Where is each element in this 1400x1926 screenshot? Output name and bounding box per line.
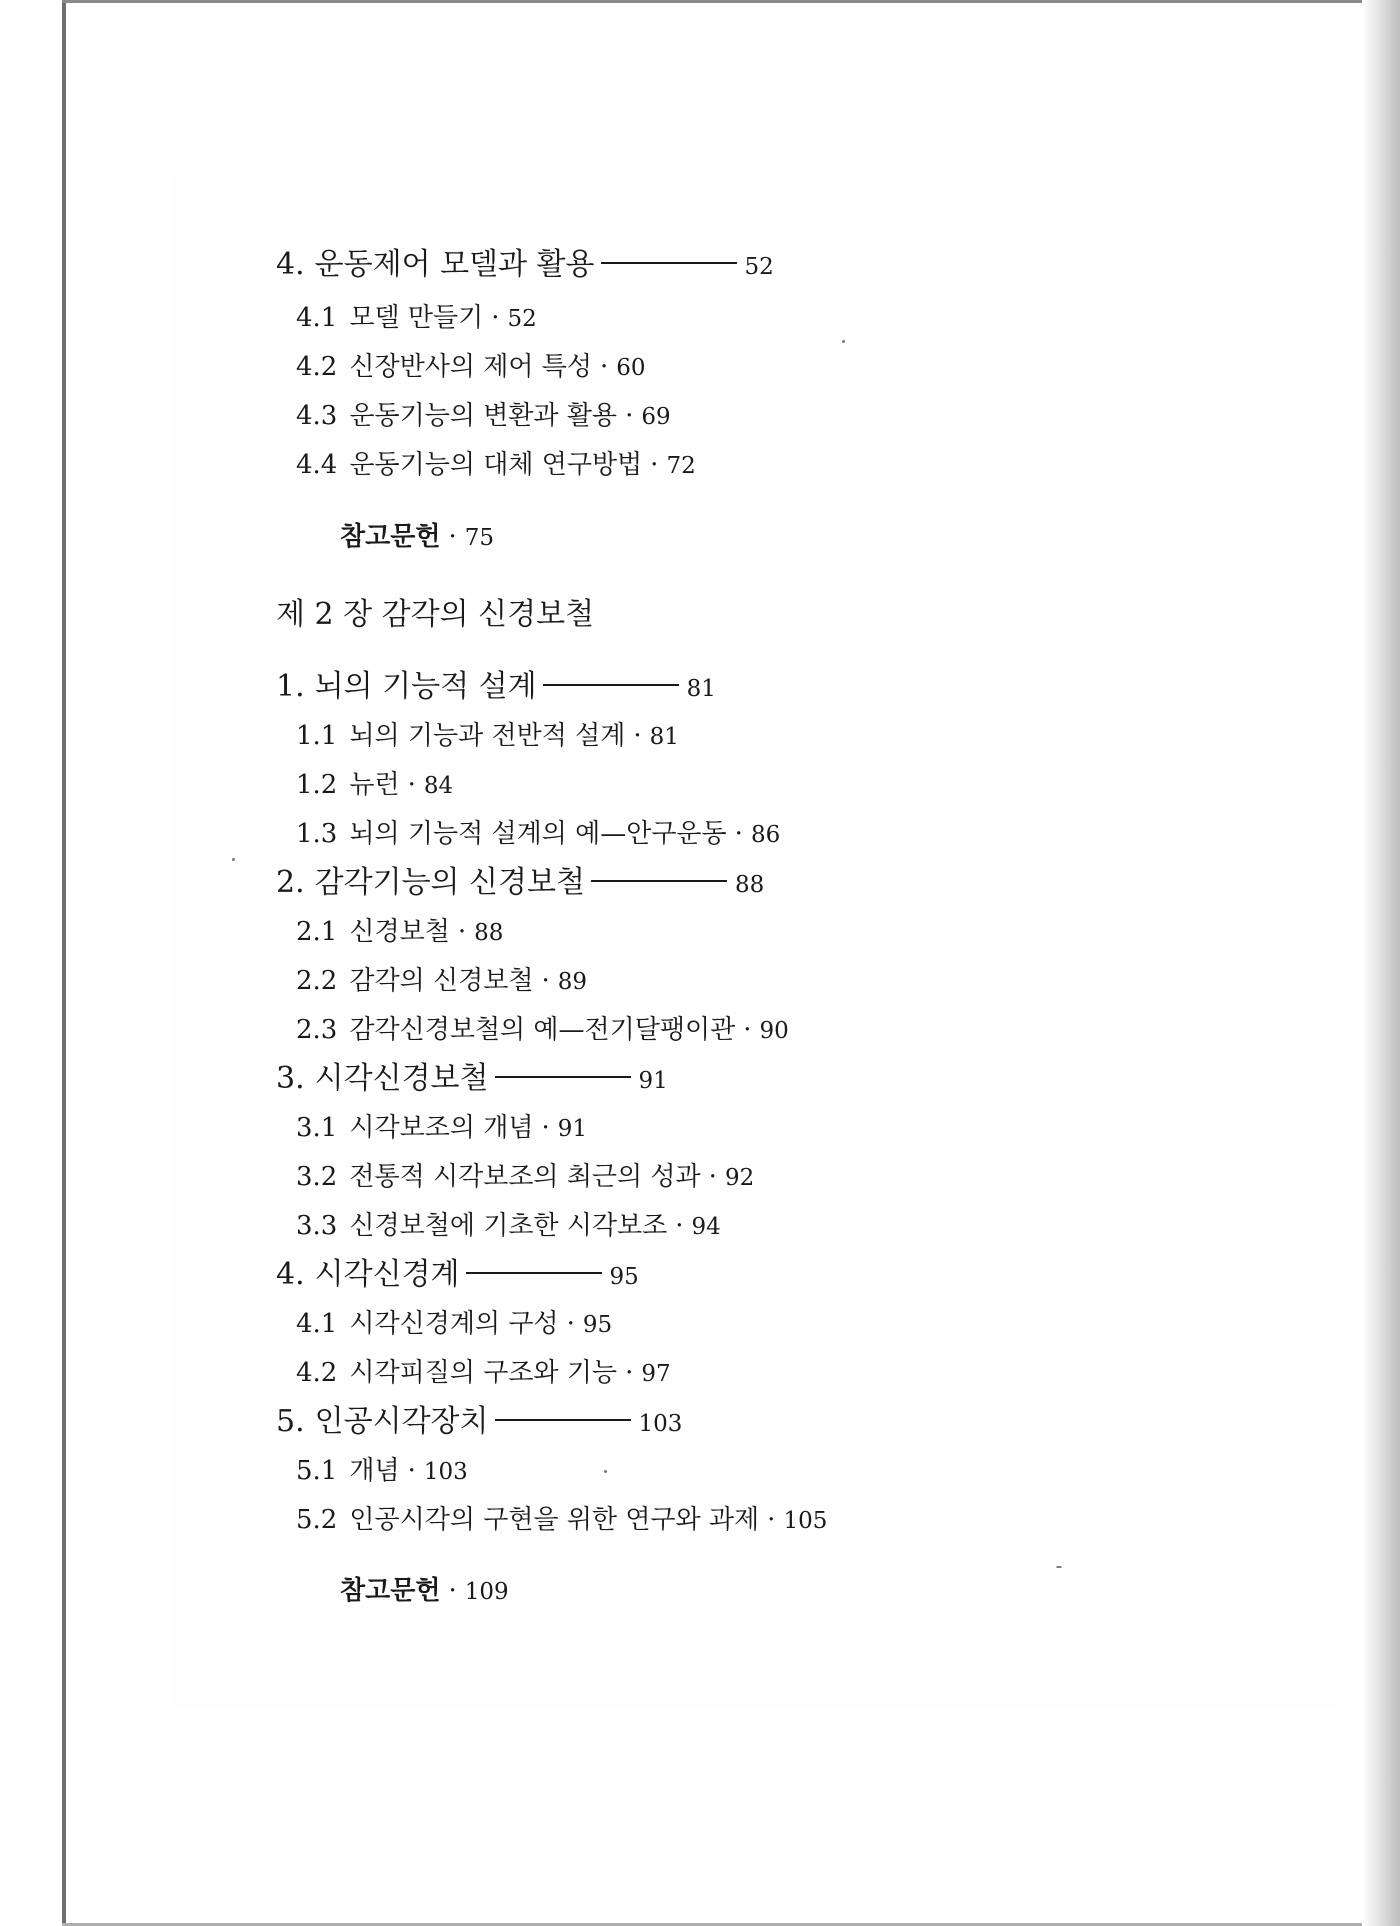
section-title: 시각신경보철 <box>314 1061 489 1096</box>
item-number: 5.1 <box>296 1456 338 1486</box>
item-title: 시각보조의 개념 <box>349 1113 534 1143</box>
toc-item-4b-2 <box>296 1360 671 1386</box>
toc-item-4-3 <box>296 403 671 429</box>
page-number: 103 <box>423 1459 468 1485</box>
references-title: 참고문헌 <box>340 1576 441 1606</box>
item-title: 인공시각의 구현을 위한 연구와 과제 <box>349 1505 760 1535</box>
item-number: 5.2 <box>296 1505 338 1535</box>
leader-line <box>591 880 727 882</box>
toc-item-2-3 <box>296 1017 789 1043</box>
toc-section-3 <box>276 1061 668 1096</box>
item-number: 2.1 <box>296 917 338 947</box>
page-number: 52 <box>507 306 537 332</box>
toc-item-5-2 <box>296 1507 827 1533</box>
leader-line <box>543 684 679 686</box>
page-number: 103 <box>638 1411 683 1437</box>
page-number: 81 <box>649 724 679 750</box>
chapter-2-heading <box>276 597 595 632</box>
separator-dot: · <box>743 1015 752 1045</box>
section-number: 1. <box>276 669 305 704</box>
item-title: 뇌의 기능과 전반적 설계 <box>349 721 626 751</box>
item-title: 시각피질의 구조와 기능 <box>349 1358 618 1388</box>
page-number: 88 <box>734 872 765 898</box>
separator-dot: · <box>566 1309 575 1339</box>
toc-item-4-2 <box>296 354 645 380</box>
toc-item-1-3 <box>296 821 780 847</box>
toc-item-3-1 <box>296 1115 587 1141</box>
page-number: 92 <box>724 1165 755 1191</box>
separator-dot: · <box>650 450 659 480</box>
section-number: 5. <box>276 1404 305 1439</box>
page-number: 109 <box>464 1579 509 1605</box>
item-number: 4.4 <box>296 450 338 480</box>
scan-speck <box>1056 1566 1062 1568</box>
chapter-title: 제 2 장 감각의 신경보철 <box>276 597 595 632</box>
item-title: 운동기능의 대체 연구방법 <box>349 450 643 480</box>
scan-speck <box>232 858 235 861</box>
item-number: 2.2 <box>296 966 338 996</box>
item-title: 운동기능의 변환과 활용 <box>349 401 618 431</box>
item-title: 신경보철 <box>349 917 450 947</box>
item-title: 뉴런 <box>349 770 400 800</box>
page-number: 88 <box>474 920 504 946</box>
leader-line <box>495 1419 631 1421</box>
separator-dot: · <box>541 1113 550 1143</box>
page-number: 91 <box>638 1068 668 1094</box>
item-title: 신장반사의 제어 특성 <box>349 352 592 382</box>
leader-line <box>466 1272 602 1274</box>
page-number: 97 <box>641 1361 671 1387</box>
page-number: 72 <box>666 453 696 479</box>
toc-item-3-3 <box>296 1213 721 1239</box>
separator-dot: · <box>541 966 550 996</box>
page-number: 95 <box>609 1264 639 1290</box>
section-title: 운동제어 모델과 활용 <box>314 247 595 282</box>
separator-dot: · <box>625 401 634 431</box>
separator-dot: · <box>625 1358 634 1388</box>
item-title: 시각신경계의 구성 <box>349 1309 559 1339</box>
toc-section-4b <box>276 1257 639 1292</box>
separator-dot: · <box>491 303 500 333</box>
scan-speck <box>604 1470 607 1473</box>
references-title: 참고문헌 <box>340 522 441 552</box>
toc-section-2 <box>276 865 765 900</box>
item-number: 3.3 <box>296 1211 338 1241</box>
section-title: 감각기능의 신경보철 <box>314 865 585 900</box>
separator-dot: · <box>734 819 743 849</box>
toc-item-4-4 <box>296 452 696 478</box>
item-title: 신경보철에 기초한 시각보조 <box>349 1211 668 1241</box>
item-number: 3.1 <box>296 1113 338 1143</box>
item-number: 1.2 <box>296 770 338 800</box>
toc-item-4b-1 <box>296 1311 612 1337</box>
toc-item-3-2 <box>296 1164 754 1190</box>
separator-dot: · <box>457 917 467 947</box>
toc-item-1-1 <box>296 723 679 749</box>
item-title: 감각신경보철의 예—전기달팽이관 <box>349 1015 736 1045</box>
separator-dot: · <box>448 522 457 552</box>
section-number: 4. <box>276 247 305 282</box>
leader-line <box>601 262 737 264</box>
item-number: 4.3 <box>296 401 338 431</box>
toc-item-2-1 <box>296 919 503 945</box>
separator-dot: · <box>708 1162 717 1192</box>
page-number: 90 <box>759 1018 789 1044</box>
section-title: 인공시각장치 <box>314 1404 489 1439</box>
separator-dot: · <box>407 1456 416 1486</box>
separator-dot: · <box>633 721 642 751</box>
page-number: 81 <box>686 676 716 702</box>
separator-dot: · <box>767 1505 776 1535</box>
item-title: 전통적 시각보조의 최근의 성과 <box>349 1162 701 1192</box>
toc-section-5 <box>276 1404 683 1439</box>
page-number: 105 <box>783 1508 828 1534</box>
item-number: 4.2 <box>296 1358 338 1388</box>
toc-references-1 <box>340 524 494 550</box>
section-number: 4. <box>276 1257 305 1292</box>
page-number: 89 <box>557 969 587 995</box>
scan-speck <box>842 340 845 343</box>
page-number: 86 <box>750 822 781 848</box>
item-number: 3.2 <box>296 1162 338 1192</box>
section-number: 3. <box>276 1061 305 1096</box>
separator-dot: · <box>599 352 609 382</box>
page-number: 84 <box>423 773 454 799</box>
item-title: 개념 <box>349 1456 400 1486</box>
page-number: 95 <box>582 1312 613 1338</box>
leader-line <box>495 1076 631 1078</box>
toc-section-4 <box>276 247 774 282</box>
section-title: 뇌의 기능적 설계 <box>314 669 537 704</box>
page-number: 94 <box>691 1214 721 1240</box>
item-number: 1.3 <box>296 819 338 849</box>
item-number: 4.1 <box>296 303 338 333</box>
item-title: 뇌의 기능적 설계의 예—안구운동 <box>349 819 727 849</box>
item-number: 4.1 <box>296 1309 338 1339</box>
item-number: 4.2 <box>296 352 338 382</box>
page-number: 75 <box>464 525 495 551</box>
item-number: 2.3 <box>296 1015 338 1045</box>
page-number: 69 <box>641 404 671 430</box>
toc-item-4-1 <box>296 305 537 331</box>
separator-dot: · <box>448 1576 457 1606</box>
separator-dot: · <box>675 1211 684 1241</box>
page-number: 52 <box>744 254 774 280</box>
toc-item-2-2 <box>296 968 587 994</box>
section-title: 시각신경계 <box>314 1257 460 1292</box>
item-title: 모델 만들기 <box>349 303 484 333</box>
page-number: 60 <box>616 355 646 381</box>
item-title: 감각의 신경보철 <box>349 966 534 996</box>
toc-references-2 <box>340 1578 509 1604</box>
toc-item-1-2 <box>296 772 453 798</box>
page-number: 91 <box>557 1116 587 1142</box>
item-number: 1.1 <box>296 721 338 751</box>
separator-dot: · <box>407 770 416 800</box>
toc-section-1 <box>276 669 716 704</box>
toc-item-5-1 <box>296 1458 468 1484</box>
section-number: 2. <box>276 865 305 900</box>
